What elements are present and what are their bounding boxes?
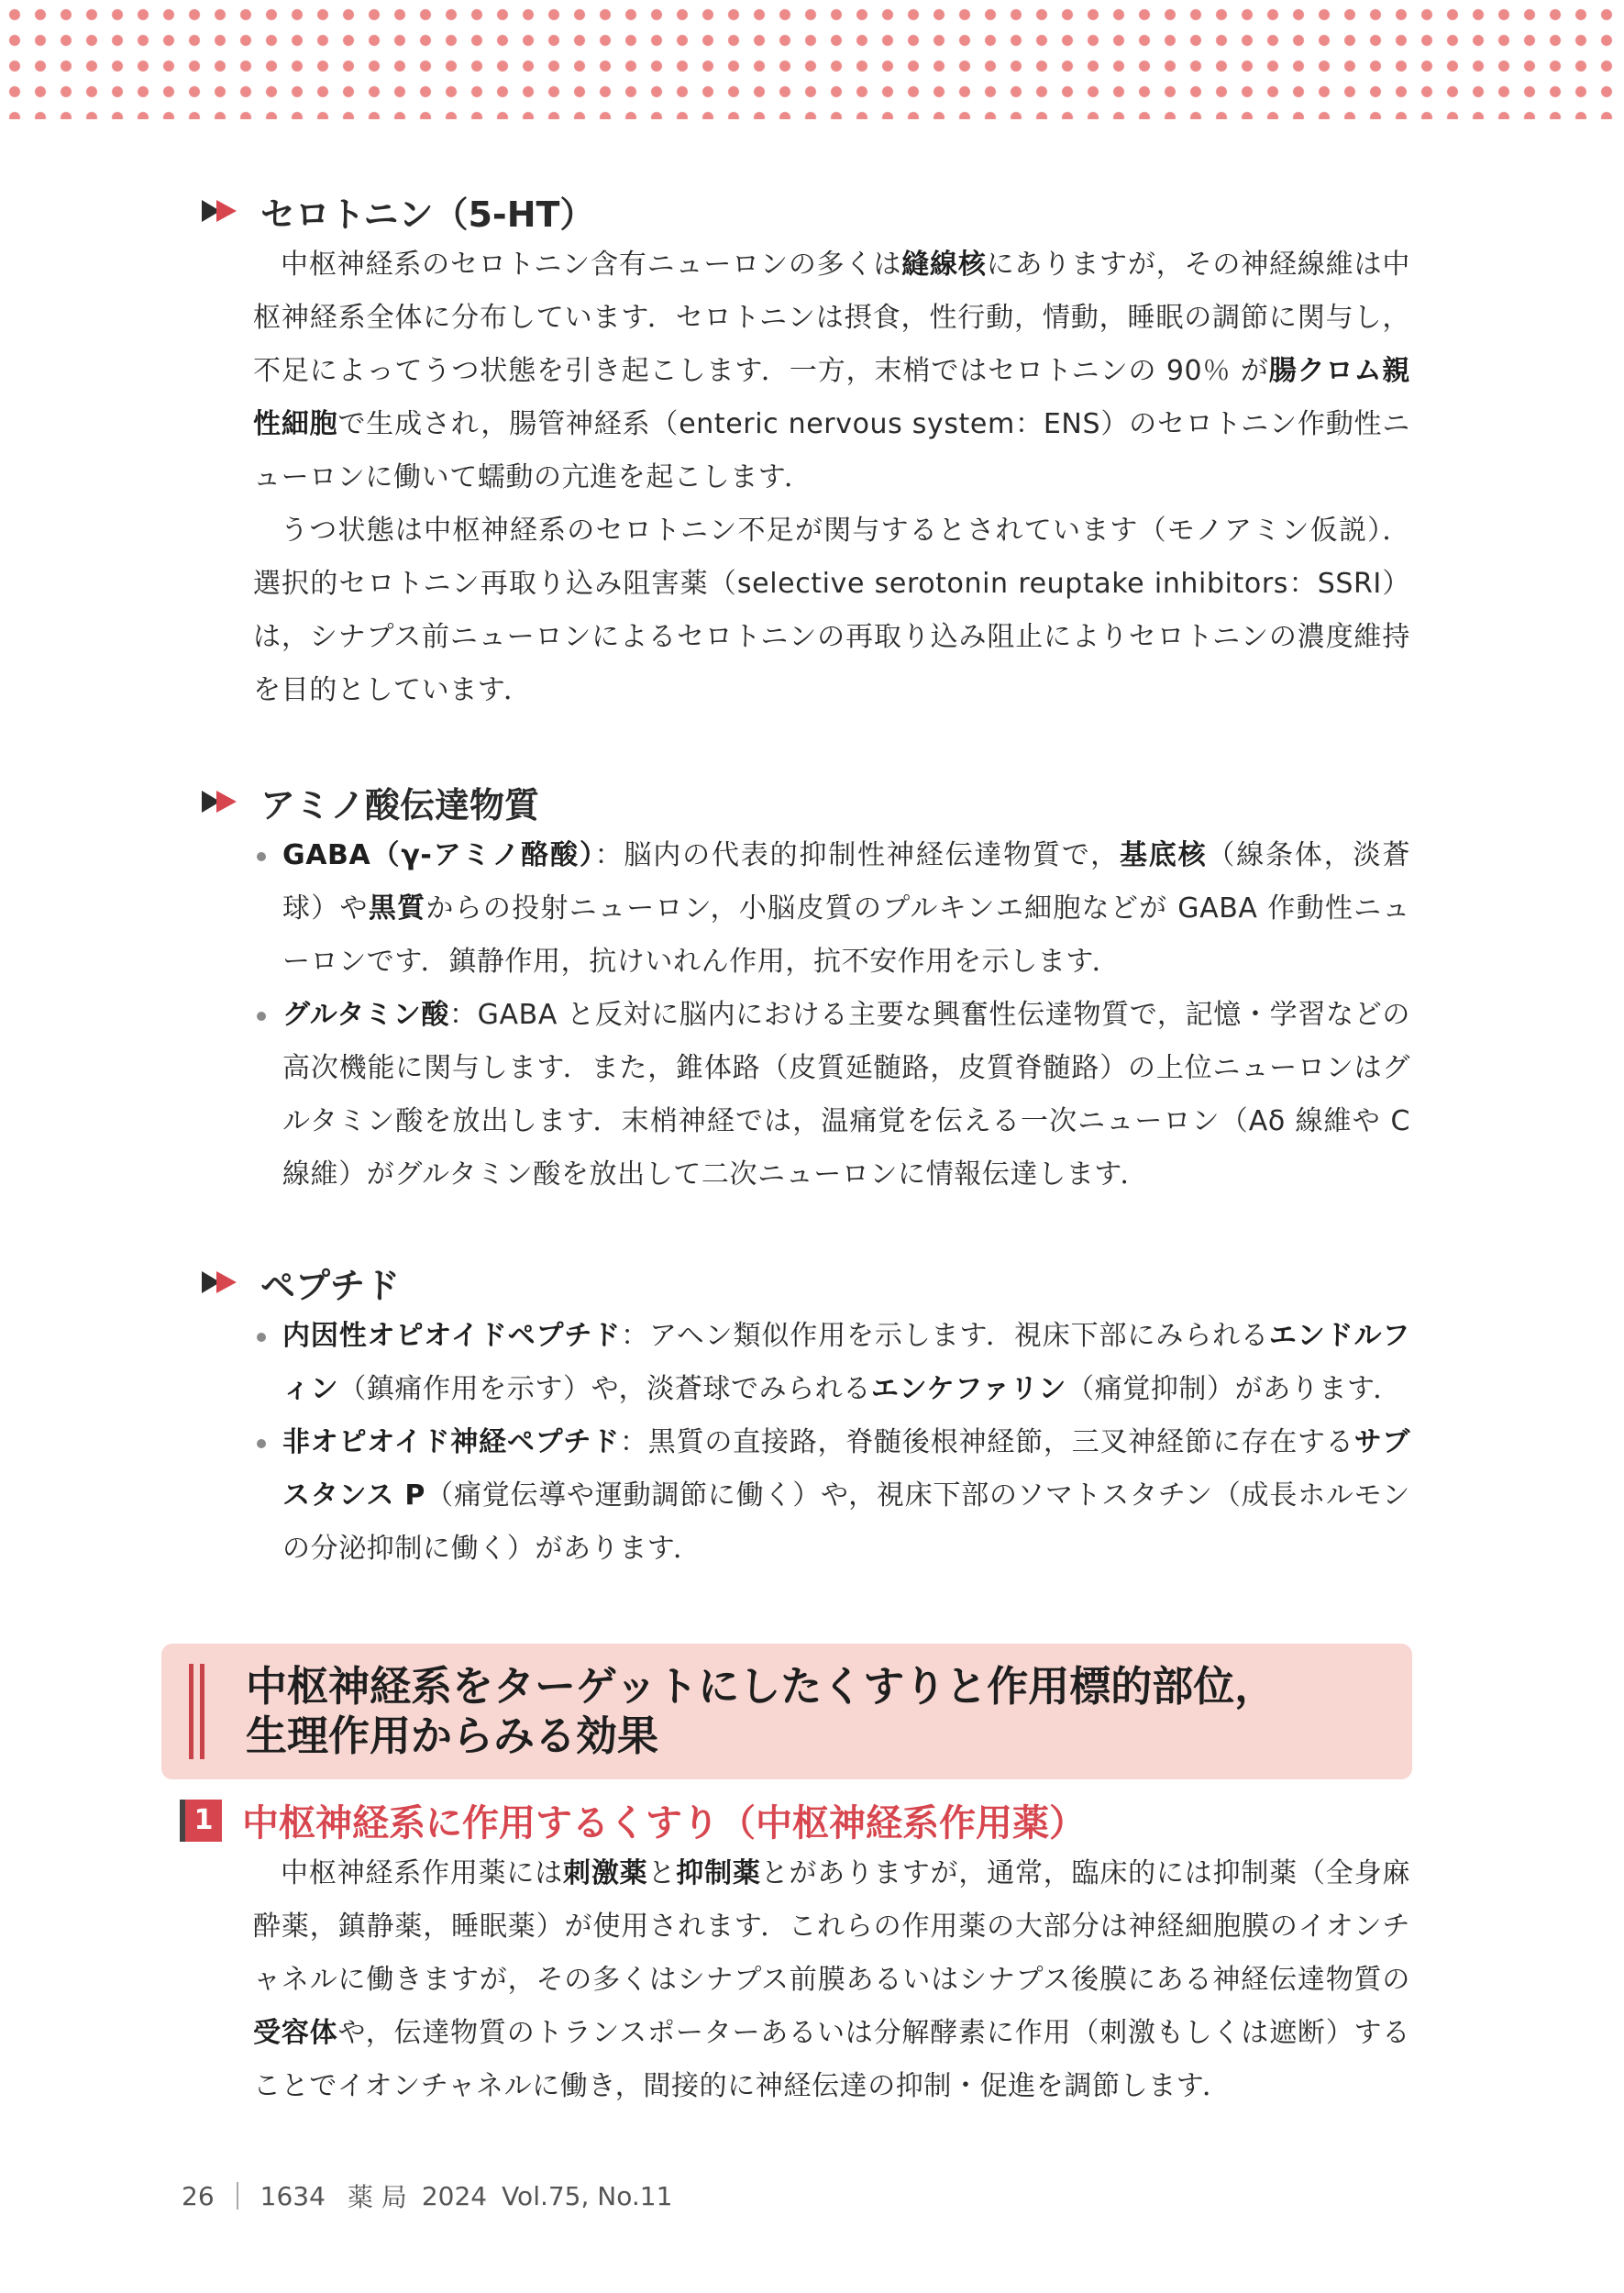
- section-heading-text: アミノ酸伝達物質: [260, 784, 540, 825]
- subsection-body: [253, 1847, 1410, 2113]
- text-run: とがありますが，通常，臨床的には抑制薬（全身麻酔薬，鎮静薬，睡眠薬）が使用されます．これらの作用薬の大部分は神経細胞膜のイオンチャネルに働きますが，その多くはシナプス前膜あるいはシナプス後膜にある神経伝達物質の: [253, 1857, 1410, 1996]
- section-heading-text: セロトニン（5-HT）: [260, 194, 595, 235]
- list-item: [255, 829, 1410, 989]
- bold-term: エンケファリン: [871, 1373, 1067, 1405]
- journal-year: 2024: [421, 2180, 488, 2211]
- journal-name: 薬 局: [347, 2182, 407, 2212]
- text-run: で生成され，腸管神経系（enteric nervous system：ENS）のセロトニン作動性ニューロンに働いて蠕動の亢進を起こします．: [253, 408, 1410, 493]
- bullet-icon: [257, 852, 266, 861]
- bold-term: 腸クロム親性細胞: [253, 355, 1411, 440]
- text-run: と: [647, 1857, 677, 1889]
- text-run: （線条体，淡蒼球）や: [282, 839, 1410, 925]
- bold-term: サブスタンス P: [282, 1426, 1411, 1512]
- bold-term: 縫線核: [901, 249, 987, 281]
- list-item: [255, 989, 1410, 1202]
- chapter-title-line2: 生理作用からみる効果: [246, 1711, 659, 1760]
- bold-term: 基底核: [1119, 839, 1208, 871]
- section-heading-serotonin: [200, 183, 1410, 238]
- bullet-list: [255, 829, 1410, 1202]
- text-run: ：黒質の直接路，脊髄後根神経節，三叉神経節に存在する: [620, 1426, 1354, 1458]
- chapter-bar-decoration: [189, 1664, 193, 1759]
- double-arrow-icon: [200, 1268, 248, 1296]
- footer-separator: [237, 2182, 238, 2210]
- dotted-header-pattern: [0, 0, 1624, 119]
- subsection-title: 中枢神経系に作用するくすり（中枢神経系作用薬）: [242, 1802, 1086, 1844]
- section-heading-peptide: [200, 1255, 1410, 1310]
- double-arrow-icon: [200, 197, 248, 225]
- bullet-icon: [257, 1012, 266, 1021]
- page-footer: [182, 2177, 672, 2214]
- chapter-title-line1: 中枢神経系をターゲットにしたくすりと作用標的部位，: [246, 1662, 1276, 1711]
- bold-term: 内因性オピオイドペプチド: [282, 1320, 622, 1352]
- bullet-icon: [257, 1439, 266, 1448]
- text-run: からの投射ニューロン，小脳皮質のプルキンエ細胞などが GABA 作動性ニューロンです．鎮静作用，抗けいれん作用，抗不安作用を示します．: [282, 892, 1410, 978]
- section-heading-amino-acid: [200, 774, 1410, 829]
- text-run: ：脳内の代表的抑制性神経伝達物質で，: [594, 839, 1120, 871]
- bullet-list: [255, 1310, 1410, 1576]
- bold-term: GABA（γ-アミノ酪酸）: [282, 839, 595, 871]
- text-run: や，伝達物質のトランスポーターあるいは分解酵素に作用（刺激もしくは遮断）することでイオンチャネルに働き，間接的に神経伝達の抑制・促進を調節します．: [253, 2017, 1410, 2102]
- chapter-title: [246, 1662, 1276, 1761]
- text-run: ：アヘン類似作用を示します．視床下部にみられる: [621, 1320, 1269, 1352]
- text-run: にありますが，その神経線維は中枢神経系全体に分布しています．セロトニンは摂食，性行動，情動，睡眠の調節に関与し，不足によってうつ状態を引き起こします．一方，末梢ではセロトニンの 90％ が: [253, 249, 1411, 387]
- text-run: （痛覚伝導や運動調節に働く）や，視床下部のソマトスタチン（成長ホルモンの分泌抑制に働く）があります．: [282, 1479, 1411, 1565]
- bold-term: 非オピオイド神経ペプチド: [282, 1426, 621, 1458]
- paragraph: [253, 504, 1410, 717]
- bold-term: 抑制薬: [676, 1857, 761, 1889]
- main-content: [200, 183, 1410, 1576]
- bold-term: 受容体: [253, 2017, 338, 2049]
- bold-term: エンドルフィン: [282, 1320, 1411, 1405]
- journal-volume: Vol.75, No.11: [502, 2180, 673, 2211]
- section-heading-text: ペプチド: [260, 1265, 401, 1306]
- list-item: [255, 1310, 1410, 1416]
- paragraph: [253, 238, 1410, 504]
- text-run: うつ状態は中枢神経系のセロトニン不足が関与するとされています（モノアミン仮説）．選択的セロトニン再取り込み阻害薬（selective serotonin reuptake inhibitors：SSRI）は，シナプス前ニューロンによるセロトニンの再取り込み阻止によりセロトニンの濃度維持を目的としています．: [253, 515, 1410, 706]
- bold-term: 黒質: [368, 892, 426, 925]
- chapter-heading-box: [161, 1644, 1412, 1779]
- text-run: （痛覚抑制）があります．: [1066, 1373, 1401, 1405]
- subsection-number-badge: 1: [180, 1800, 222, 1842]
- total-page-number: 1634: [260, 2180, 326, 2211]
- bullet-icon: [257, 1333, 266, 1342]
- text-run: ：GABA と反対に脳内における主要な興奮性伝達物質で，記憶・学習などの高次機能に関与します．また，錐体路（皮質延髄路，皮質脊髄路）の上位ニューロンはグルタミン酸を放出します．末梢神経では，温痛覚を伝える一次ニューロン（Aδ 線維や C 線維）がグルタミン酸を放出して二次ニューロンに情報伝達します．: [282, 999, 1410, 1191]
- text-run: （鎮痛作用を示す）や，淡蒼球でみられる: [338, 1373, 872, 1405]
- text-run: 中枢神経系作用薬には: [281, 1857, 564, 1889]
- list-item: [255, 1416, 1410, 1576]
- bold-term: 刺激薬: [563, 1857, 648, 1889]
- bold-term: グルタミン酸: [282, 999, 449, 1031]
- chapter-bar-decoration: [200, 1664, 204, 1759]
- paragraph: [253, 1847, 1410, 2113]
- text-run: 中枢神経系のセロトニン含有ニューロンの多くは: [281, 249, 902, 281]
- subsection-heading: [180, 1794, 1086, 1846]
- page-number: 26: [182, 2180, 215, 2211]
- double-arrow-icon: [200, 788, 248, 815]
